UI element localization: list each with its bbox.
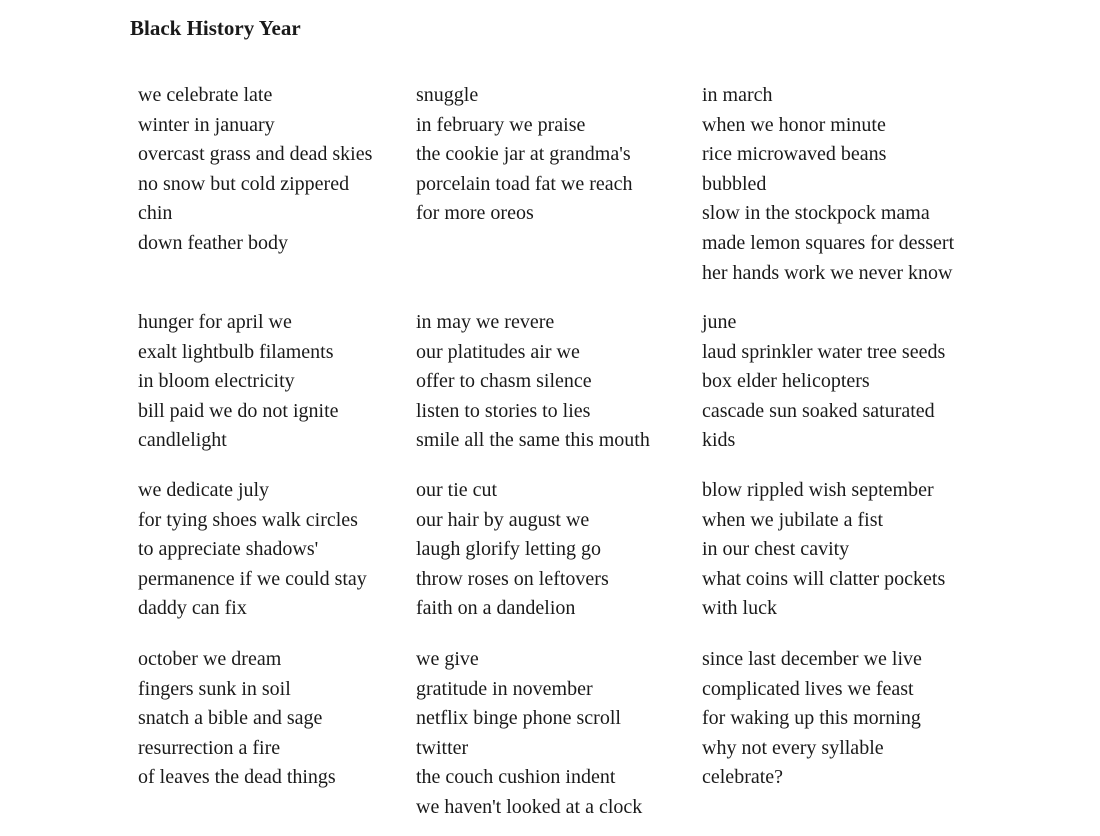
poem-line: in may we revere	[416, 311, 555, 333]
poem-line: throw roses on leftovers	[416, 567, 609, 590]
poem-line: overcast grass and dead skies	[138, 143, 373, 166]
poem-line: to appreciate shadows'	[138, 538, 319, 561]
poem-line: smile all the same this mouth	[416, 429, 650, 452]
poem-line: exalt lightbulb filaments	[138, 340, 334, 363]
poem-line: for tying shoes walk circles	[138, 508, 358, 531]
poem-line: the couch cushion indent	[416, 766, 616, 789]
poem-line: we celebrate late	[138, 84, 273, 106]
poem-line: cascade sun soaked saturated	[702, 399, 935, 422]
stanza-december	[702, 645, 922, 793]
stanza-october	[138, 645, 336, 793]
poem-line: our hair by august we	[416, 508, 590, 531]
stanza-february	[416, 81, 633, 229]
poem-line: our platitudes air we	[416, 340, 580, 363]
poem-line: blow rippled wish september	[702, 479, 934, 501]
poem-line: the cookie jar at grandma's	[416, 143, 631, 166]
poem-line: laud sprinkler water tree seeds	[702, 340, 946, 363]
stanza-may	[416, 308, 650, 456]
poem-line: when we jubilate a fist	[702, 508, 884, 531]
poem-line: netflix binge phone scroll	[416, 707, 621, 730]
poem-line: no snow but cold zippered	[138, 172, 350, 195]
poem-line: why not every syllable	[702, 736, 884, 759]
poem-line: of leaves the dead things	[138, 766, 336, 789]
poem-line: june	[702, 311, 737, 333]
poem-line: laugh glorify letting go	[416, 538, 601, 561]
poem-line: fingers sunk in soil	[138, 677, 291, 700]
poem-line: in bloom electricity	[138, 370, 295, 393]
poem-line: her hands work we never know	[702, 261, 953, 284]
poem-line: listen to stories to lies	[416, 399, 591, 422]
stanza-november	[416, 645, 642, 823]
poem-line: bubbled	[702, 172, 767, 195]
poem-line: winter in january	[138, 113, 275, 136]
poem-line: hunger for april we	[138, 311, 292, 333]
poem-line: in february we praise	[416, 113, 586, 136]
poem-line: made lemon squares for dessert	[702, 231, 955, 254]
poem-title: Black History Year	[130, 16, 301, 40]
poem-line: we give	[416, 648, 479, 670]
poem-line: faith on a dandelion	[416, 597, 576, 620]
stanza-july	[138, 476, 367, 624]
poem-line: complicated lives we feast	[702, 677, 914, 700]
poem-line: bill paid we do not ignite	[138, 399, 339, 422]
poem-line: porcelain toad fat we reach	[416, 172, 633, 195]
stanza-august	[416, 476, 609, 624]
poem-line: snuggle	[416, 84, 479, 106]
poem-line: rice microwaved beans	[702, 143, 887, 166]
stanza-april	[138, 308, 339, 456]
stanza-june	[702, 308, 945, 456]
poem-line: in march	[702, 84, 773, 106]
stanza-january	[138, 81, 372, 259]
poem-line: daddy can fix	[138, 597, 247, 620]
poem-line: twitter	[416, 736, 469, 759]
poem-line: for more oreos	[416, 202, 534, 225]
poem-line: down feather body	[138, 231, 288, 254]
poem-line: kids	[702, 429, 736, 452]
poem-line: october we dream	[138, 648, 282, 670]
poem-line: for waking up this morning	[702, 707, 921, 730]
poem-line: in our chest cavity	[702, 538, 850, 561]
stanza-march	[702, 81, 954, 288]
poem-line: box elder helicopters	[702, 370, 870, 393]
poem-line: permanence if we could stay	[138, 567, 367, 590]
poem-line: since last december we live	[702, 648, 922, 670]
poem-line: what coins will clatter pockets	[702, 567, 946, 590]
stanza-september	[702, 476, 945, 624]
poem-line: celebrate?	[702, 766, 784, 789]
poem-line: when we honor minute	[702, 113, 886, 136]
poem-line: our tie cut	[416, 479, 498, 501]
poem-line: gratitude in november	[416, 677, 593, 700]
poem-line: we haven't looked at a clock	[416, 795, 643, 818]
poem-line: slow in the stockpock mama	[702, 202, 930, 225]
poem-line: candlelight	[138, 429, 227, 452]
poem-line: snatch a bible and sage	[138, 707, 323, 730]
poem-line: offer to chasm silence	[416, 370, 592, 393]
poem-line: we dedicate july	[138, 479, 270, 501]
poem-line: chin	[138, 202, 173, 225]
poem-line: with luck	[702, 597, 777, 620]
poem-line: resurrection a fire	[138, 736, 281, 759]
